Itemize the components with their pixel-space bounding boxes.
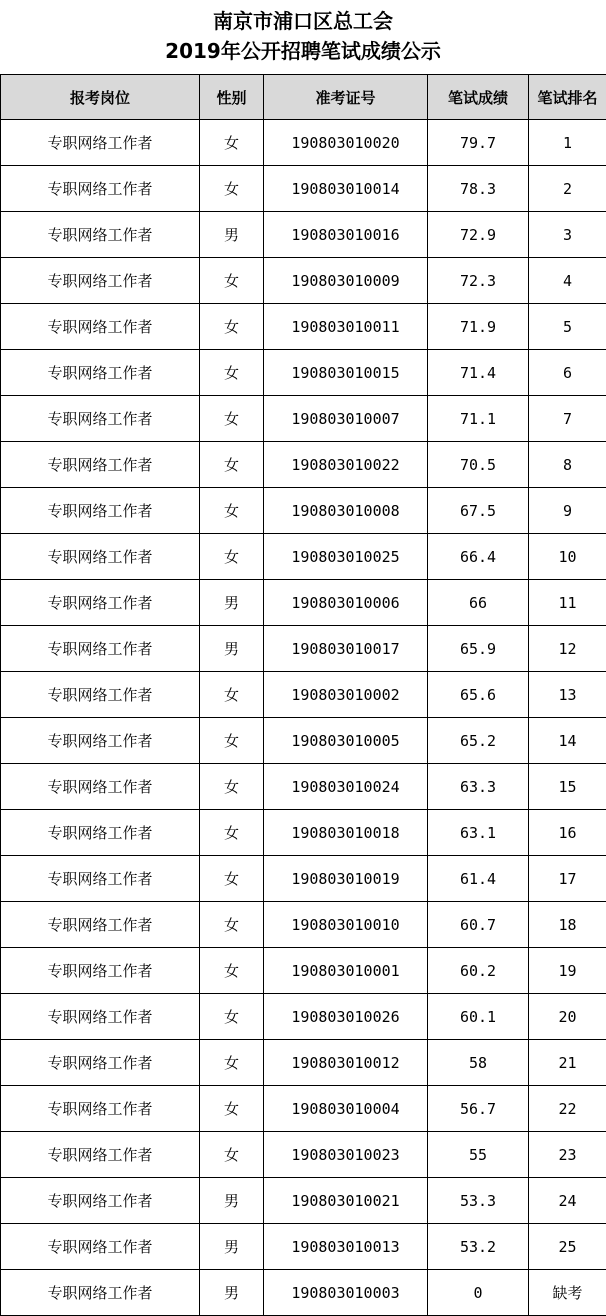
cell-score: 65.6 — [428, 672, 529, 718]
cell-exam-number: 190803010015 — [264, 350, 428, 396]
cell-position: 专职网络工作者 — [1, 396, 200, 442]
cell-position: 专职网络工作者 — [1, 1270, 200, 1316]
cell-rank: 4 — [529, 258, 606, 304]
cell-exam-number: 190803010004 — [264, 1086, 428, 1132]
cell-exam-number: 190803010016 — [264, 212, 428, 258]
cell-rank: 24 — [529, 1178, 606, 1224]
cell-rank: 13 — [529, 672, 606, 718]
cell-score: 67.5 — [428, 488, 529, 534]
cell-score: 61.4 — [428, 856, 529, 902]
cell-score: 63.1 — [428, 810, 529, 856]
cell-gender: 女 — [200, 856, 264, 902]
cell-score: 60.1 — [428, 994, 529, 1040]
cell-score: 66 — [428, 580, 529, 626]
cell-position: 专职网络工作者 — [1, 856, 200, 902]
cell-rank: 14 — [529, 718, 606, 764]
cell-rank: 19 — [529, 948, 606, 994]
cell-exam-number: 190803010013 — [264, 1224, 428, 1270]
cell-position: 专职网络工作者 — [1, 1040, 200, 1086]
cell-gender: 女 — [200, 120, 264, 166]
cell-position: 专职网络工作者 — [1, 120, 200, 166]
cell-exam-number: 190803010014 — [264, 166, 428, 212]
cell-rank: 6 — [529, 350, 606, 396]
cell-rank: 10 — [529, 534, 606, 580]
cell-position: 专职网络工作者 — [1, 994, 200, 1040]
results-table — [0, 74, 606, 1316]
table-row — [1, 1086, 606, 1132]
cell-gender: 女 — [200, 304, 264, 350]
cell-score: 71.9 — [428, 304, 529, 350]
cell-score: 78.3 — [428, 166, 529, 212]
cell-rank: 17 — [529, 856, 606, 902]
page-header — [0, 0, 606, 74]
cell-score: 55 — [428, 1132, 529, 1178]
cell-gender: 女 — [200, 1132, 264, 1178]
cell-exam-number: 190803010026 — [264, 994, 428, 1040]
cell-position: 专职网络工作者 — [1, 1086, 200, 1132]
cell-score: 58 — [428, 1040, 529, 1086]
table-row — [1, 120, 606, 166]
table-row — [1, 994, 606, 1040]
cell-gender: 女 — [200, 948, 264, 994]
cell-exam-number: 190803010018 — [264, 810, 428, 856]
cell-position: 专职网络工作者 — [1, 212, 200, 258]
page-title: 南京市浦口区总工会 — [213, 9, 393, 33]
header-exam-number: 准考证号 — [264, 75, 428, 120]
cell-exam-number: 190803010001 — [264, 948, 428, 994]
cell-rank: 21 — [529, 1040, 606, 1086]
cell-score: 65.9 — [428, 626, 529, 672]
header-score: 笔试成绩 — [428, 75, 529, 120]
cell-score: 72.9 — [428, 212, 529, 258]
table-row — [1, 1224, 606, 1270]
cell-gender: 女 — [200, 488, 264, 534]
cell-gender: 女 — [200, 994, 264, 1040]
cell-position: 专职网络工作者 — [1, 1224, 200, 1270]
table-row — [1, 902, 606, 948]
cell-score: 72.3 — [428, 258, 529, 304]
cell-rank: 25 — [529, 1224, 606, 1270]
cell-position: 专职网络工作者 — [1, 764, 200, 810]
cell-exam-number: 190803010009 — [264, 258, 428, 304]
table-row — [1, 1040, 606, 1086]
cell-position: 专职网络工作者 — [1, 948, 200, 994]
cell-exam-number: 190803010022 — [264, 442, 428, 488]
table-row — [1, 350, 606, 396]
cell-position: 专职网络工作者 — [1, 534, 200, 580]
cell-rank: 1 — [529, 120, 606, 166]
cell-exam-number: 190803010017 — [264, 626, 428, 672]
table-row — [1, 396, 606, 442]
cell-position: 专职网络工作者 — [1, 442, 200, 488]
cell-exam-number: 190803010003 — [264, 1270, 428, 1316]
cell-gender: 女 — [200, 534, 264, 580]
cell-score: 63.3 — [428, 764, 529, 810]
cell-gender: 女 — [200, 902, 264, 948]
table-row — [1, 856, 606, 902]
cell-position: 专职网络工作者 — [1, 166, 200, 212]
cell-position: 专职网络工作者 — [1, 580, 200, 626]
cell-exam-number: 190803010025 — [264, 534, 428, 580]
cell-gender: 女 — [200, 764, 264, 810]
cell-gender: 男 — [200, 1224, 264, 1270]
cell-exam-number: 190803010008 — [264, 488, 428, 534]
cell-position: 专职网络工作者 — [1, 1132, 200, 1178]
table-row — [1, 488, 606, 534]
cell-rank: 11 — [529, 580, 606, 626]
cell-exam-number: 190803010012 — [264, 1040, 428, 1086]
cell-score: 65.2 — [428, 718, 529, 764]
cell-score: 71.4 — [428, 350, 529, 396]
cell-rank: 12 — [529, 626, 606, 672]
cell-position: 专职网络工作者 — [1, 350, 200, 396]
table-row — [1, 1270, 606, 1316]
cell-rank: 缺考 — [529, 1270, 606, 1316]
cell-gender: 女 — [200, 442, 264, 488]
cell-rank: 5 — [529, 304, 606, 350]
header-rank: 笔试排名 — [529, 75, 606, 120]
cell-gender: 男 — [200, 626, 264, 672]
cell-gender: 男 — [200, 1270, 264, 1316]
table-body — [1, 120, 606, 1316]
cell-gender: 女 — [200, 258, 264, 304]
header-row — [1, 75, 606, 120]
cell-score: 70.5 — [428, 442, 529, 488]
cell-rank: 7 — [529, 396, 606, 442]
cell-exam-number: 190803010020 — [264, 120, 428, 166]
table-row — [1, 626, 606, 672]
cell-exam-number: 190803010024 — [264, 764, 428, 810]
table-row — [1, 810, 606, 856]
cell-position: 专职网络工作者 — [1, 718, 200, 764]
table-row — [1, 718, 606, 764]
cell-score: 53.2 — [428, 1224, 529, 1270]
cell-gender: 女 — [200, 1086, 264, 1132]
cell-rank: 18 — [529, 902, 606, 948]
cell-rank: 22 — [529, 1086, 606, 1132]
cell-exam-number: 190803010011 — [264, 304, 428, 350]
cell-rank: 2 — [529, 166, 606, 212]
table-row — [1, 534, 606, 580]
table-header — [1, 75, 606, 120]
cell-rank: 15 — [529, 764, 606, 810]
cell-exam-number: 190803010021 — [264, 1178, 428, 1224]
cell-exam-number: 190803010019 — [264, 856, 428, 902]
table-row — [1, 1178, 606, 1224]
cell-score: 0 — [428, 1270, 529, 1316]
cell-rank: 9 — [529, 488, 606, 534]
cell-gender: 男 — [200, 212, 264, 258]
cell-score: 56.7 — [428, 1086, 529, 1132]
table-row — [1, 580, 606, 626]
table-row — [1, 764, 606, 810]
cell-gender: 男 — [200, 1178, 264, 1224]
page-subtitle: 2019年公开招聘笔试成绩公示 — [165, 39, 441, 63]
cell-exam-number: 190803010002 — [264, 672, 428, 718]
cell-position: 专职网络工作者 — [1, 304, 200, 350]
table-row — [1, 442, 606, 488]
cell-exam-number: 190803010010 — [264, 902, 428, 948]
cell-rank: 8 — [529, 442, 606, 488]
cell-exam-number: 190803010005 — [264, 718, 428, 764]
cell-score: 71.1 — [428, 396, 529, 442]
cell-exam-number: 190803010023 — [264, 1132, 428, 1178]
cell-position: 专职网络工作者 — [1, 672, 200, 718]
table-row — [1, 258, 606, 304]
table-row — [1, 672, 606, 718]
cell-rank: 3 — [529, 212, 606, 258]
cell-rank: 16 — [529, 810, 606, 856]
cell-score: 60.7 — [428, 902, 529, 948]
cell-rank: 23 — [529, 1132, 606, 1178]
cell-position: 专职网络工作者 — [1, 902, 200, 948]
table-row — [1, 304, 606, 350]
table-row — [1, 1132, 606, 1178]
header-position: 报考岗位 — [1, 75, 200, 120]
cell-position: 专职网络工作者 — [1, 626, 200, 672]
cell-position: 专职网络工作者 — [1, 488, 200, 534]
cell-position: 专职网络工作者 — [1, 1178, 200, 1224]
cell-gender: 女 — [200, 396, 264, 442]
cell-gender: 女 — [200, 166, 264, 212]
cell-rank: 20 — [529, 994, 606, 1040]
cell-gender: 女 — [200, 672, 264, 718]
cell-gender: 女 — [200, 350, 264, 396]
header-gender: 性别 — [200, 75, 264, 120]
cell-score: 66.4 — [428, 534, 529, 580]
cell-position: 专职网络工作者 — [1, 810, 200, 856]
cell-position: 专职网络工作者 — [1, 258, 200, 304]
cell-gender: 男 — [200, 580, 264, 626]
cell-score: 53.3 — [428, 1178, 529, 1224]
cell-score: 79.7 — [428, 120, 529, 166]
cell-gender: 女 — [200, 718, 264, 764]
cell-exam-number: 190803010007 — [264, 396, 428, 442]
table-row — [1, 948, 606, 994]
cell-gender: 女 — [200, 810, 264, 856]
cell-score: 60.2 — [428, 948, 529, 994]
cell-exam-number: 190803010006 — [264, 580, 428, 626]
table-row — [1, 212, 606, 258]
table-row — [1, 166, 606, 212]
cell-gender: 女 — [200, 1040, 264, 1086]
